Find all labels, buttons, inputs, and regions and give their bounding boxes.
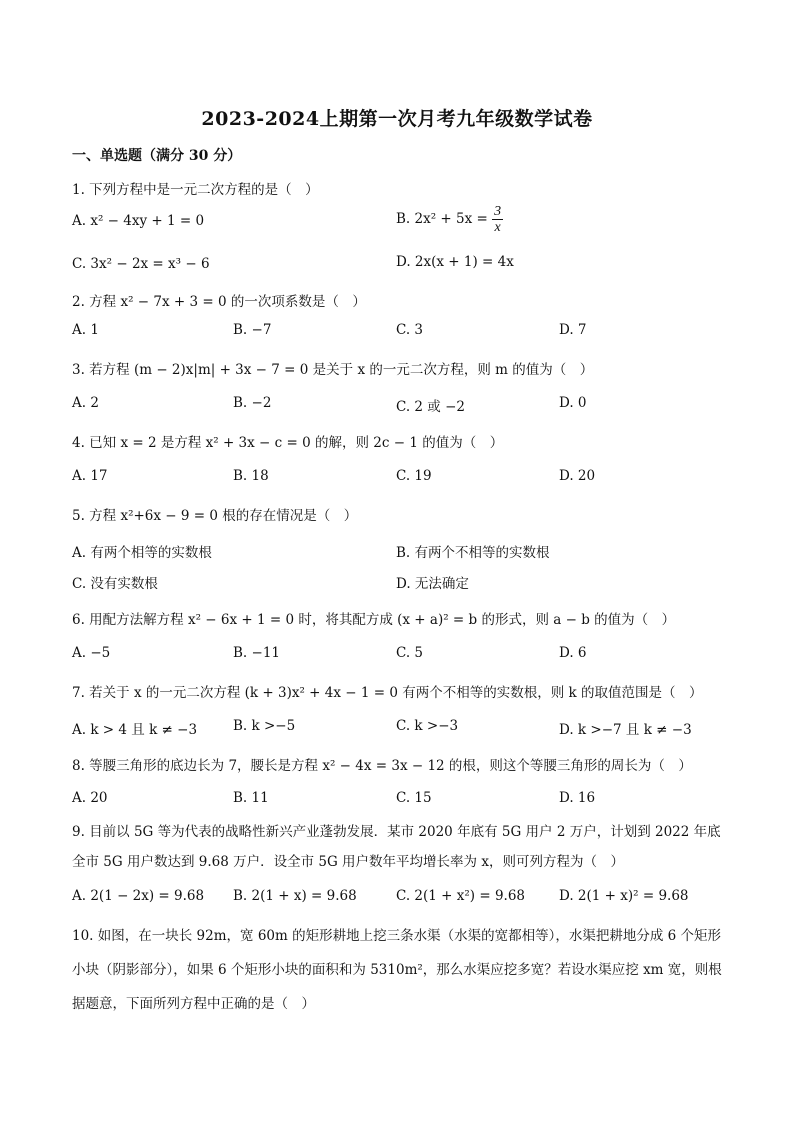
q4-option-c: C. 19 [396,468,432,484]
question-6: 6. 用配方法解方程 x² − 6x + 1 = 0 时，将其配方成 (x + a)² = b 的形式，则 a − b 的值为（ ） [72,612,676,628]
q7-option-d: D. k >−7 且 k ≠ −3 [559,722,692,738]
q9-option-b: B. 2(1 + x) = 9.68 [233,888,357,904]
q7-option-c: C. k >−3 [396,718,459,734]
q8-option-b: B. 11 [233,790,269,806]
q1-option-b [396,204,503,235]
q5-option-d: D. 无法确定 [396,576,469,592]
question-7: 7. 若关于 x 的一元二次方程 (k + 3)x² + 4x − 1 = 0 有两个不相等的实数根，则 k 的取值范围是（ ） [72,685,703,701]
q8-option-c: C. 15 [396,790,432,806]
q5-option-a: A. 有两个相等的实数根 [72,545,212,561]
q4-option-d: D. 20 [559,468,596,484]
q5-option-b: B. 有两个不相等的实数根 [396,545,550,561]
q3-option-c: C. 2 或 −2 [396,399,466,415]
q7-option-b: B. k >−5 [233,718,296,734]
q1-option-c: C. 3x² − 2x = x³ − 6 [72,256,210,272]
q3-option-b: B. −2 [233,395,272,411]
q4-option-b: B. 18 [233,468,269,484]
q9-option-a: A. 2(1 − 2x) = 9.68 [72,888,205,904]
q2-option-d: D. 7 [559,322,587,338]
q4-option-a: A. 17 [72,468,108,484]
q1-option-b-text: B. 2x² + 5x = [396,211,493,227]
q9-option-c: C. 2(1 + x²) = 9.68 [396,888,526,904]
question-9: 9. 目前以 5G 等为代表的战略性新兴产业蓬勃发展．某市 2020 年底有 5G 用户 2 万户，计划到 2022 年底全市 5G 用户数达到 9.68 万户．设全市 5G 用户数年平均增长率为 x，则可列方程为（ ） [72,824,721,870]
fraction: $\frac{3}{x}$ [494,204,502,235]
q5-option-c: C. 没有实数根 [72,576,158,592]
question-4: 4. 已知 x = 2 是方程 x² + 3x − c = 0 的解，则 2c − 1 的值为（ ） [72,435,504,451]
question-10: 10. 如图，在一块长 92m，宽 60m 的矩形耕地上挖三条水渠（水渠的宽都相等），水渠把耕地分成 6 个矩形小块（阴影部分），如果 6 个矩形小块的面积和为 5310m²，那么水渠应挖多宽？若设水渠应挖 xm 宽，则根据题意，下面所列方程中正确的是（ ） [72,928,722,1012]
q2-option-a: A. 1 [72,322,99,338]
q6-option-a: A. −5 [72,645,111,661]
question-3: 3. 若方程 (m − 2)x|m| + 3x − 7 = 0 是关于 x 的一元二次方程，则 m 的值为（ ） [72,362,594,378]
q2-option-c: C. 3 [396,322,424,338]
q8-option-a: A. 20 [72,790,108,806]
q1-option-d: D. 2x(x + 1) = 4x [396,254,514,270]
q6-option-d: D. 6 [559,645,587,661]
q9-option-d: D. 2(1 + x)² = 9.68 [559,888,689,904]
q2-option-b: B. −7 [233,322,272,338]
q6-option-b: B. −11 [233,645,280,661]
exam-title: 2023-2024上期第一次月考九年级数学试卷 [201,108,593,130]
q3-option-a: A. 2 [72,395,99,411]
question-8: 8. 等腰三角形的底边长为 7，腰长是方程 x² − 4x = 3x − 12 的根，则这个等腰三角形的周长为（ ） [72,758,692,774]
q7-option-a: A. k > 4 且 k ≠ −3 [72,722,198,738]
question-5: 5. 方程 x²+6x − 9 = 0 根的存在情况是（ ） [72,508,358,524]
question-2: 2. 方程 x² − 7x + 3 = 0 的一次项系数是（ ） [72,294,366,310]
q3-option-d: D. 0 [559,395,587,411]
q6-option-c: C. 5 [396,645,424,661]
q1-option-a: A. x² − 4xy + 1 = 0 [72,213,205,229]
section-heading: 一、单选题（满分 30 分） [72,148,242,164]
q8-option-d: D. 16 [559,790,596,806]
question-1: 1. 下列方程中是一元二次方程的是（ ） [72,182,319,198]
